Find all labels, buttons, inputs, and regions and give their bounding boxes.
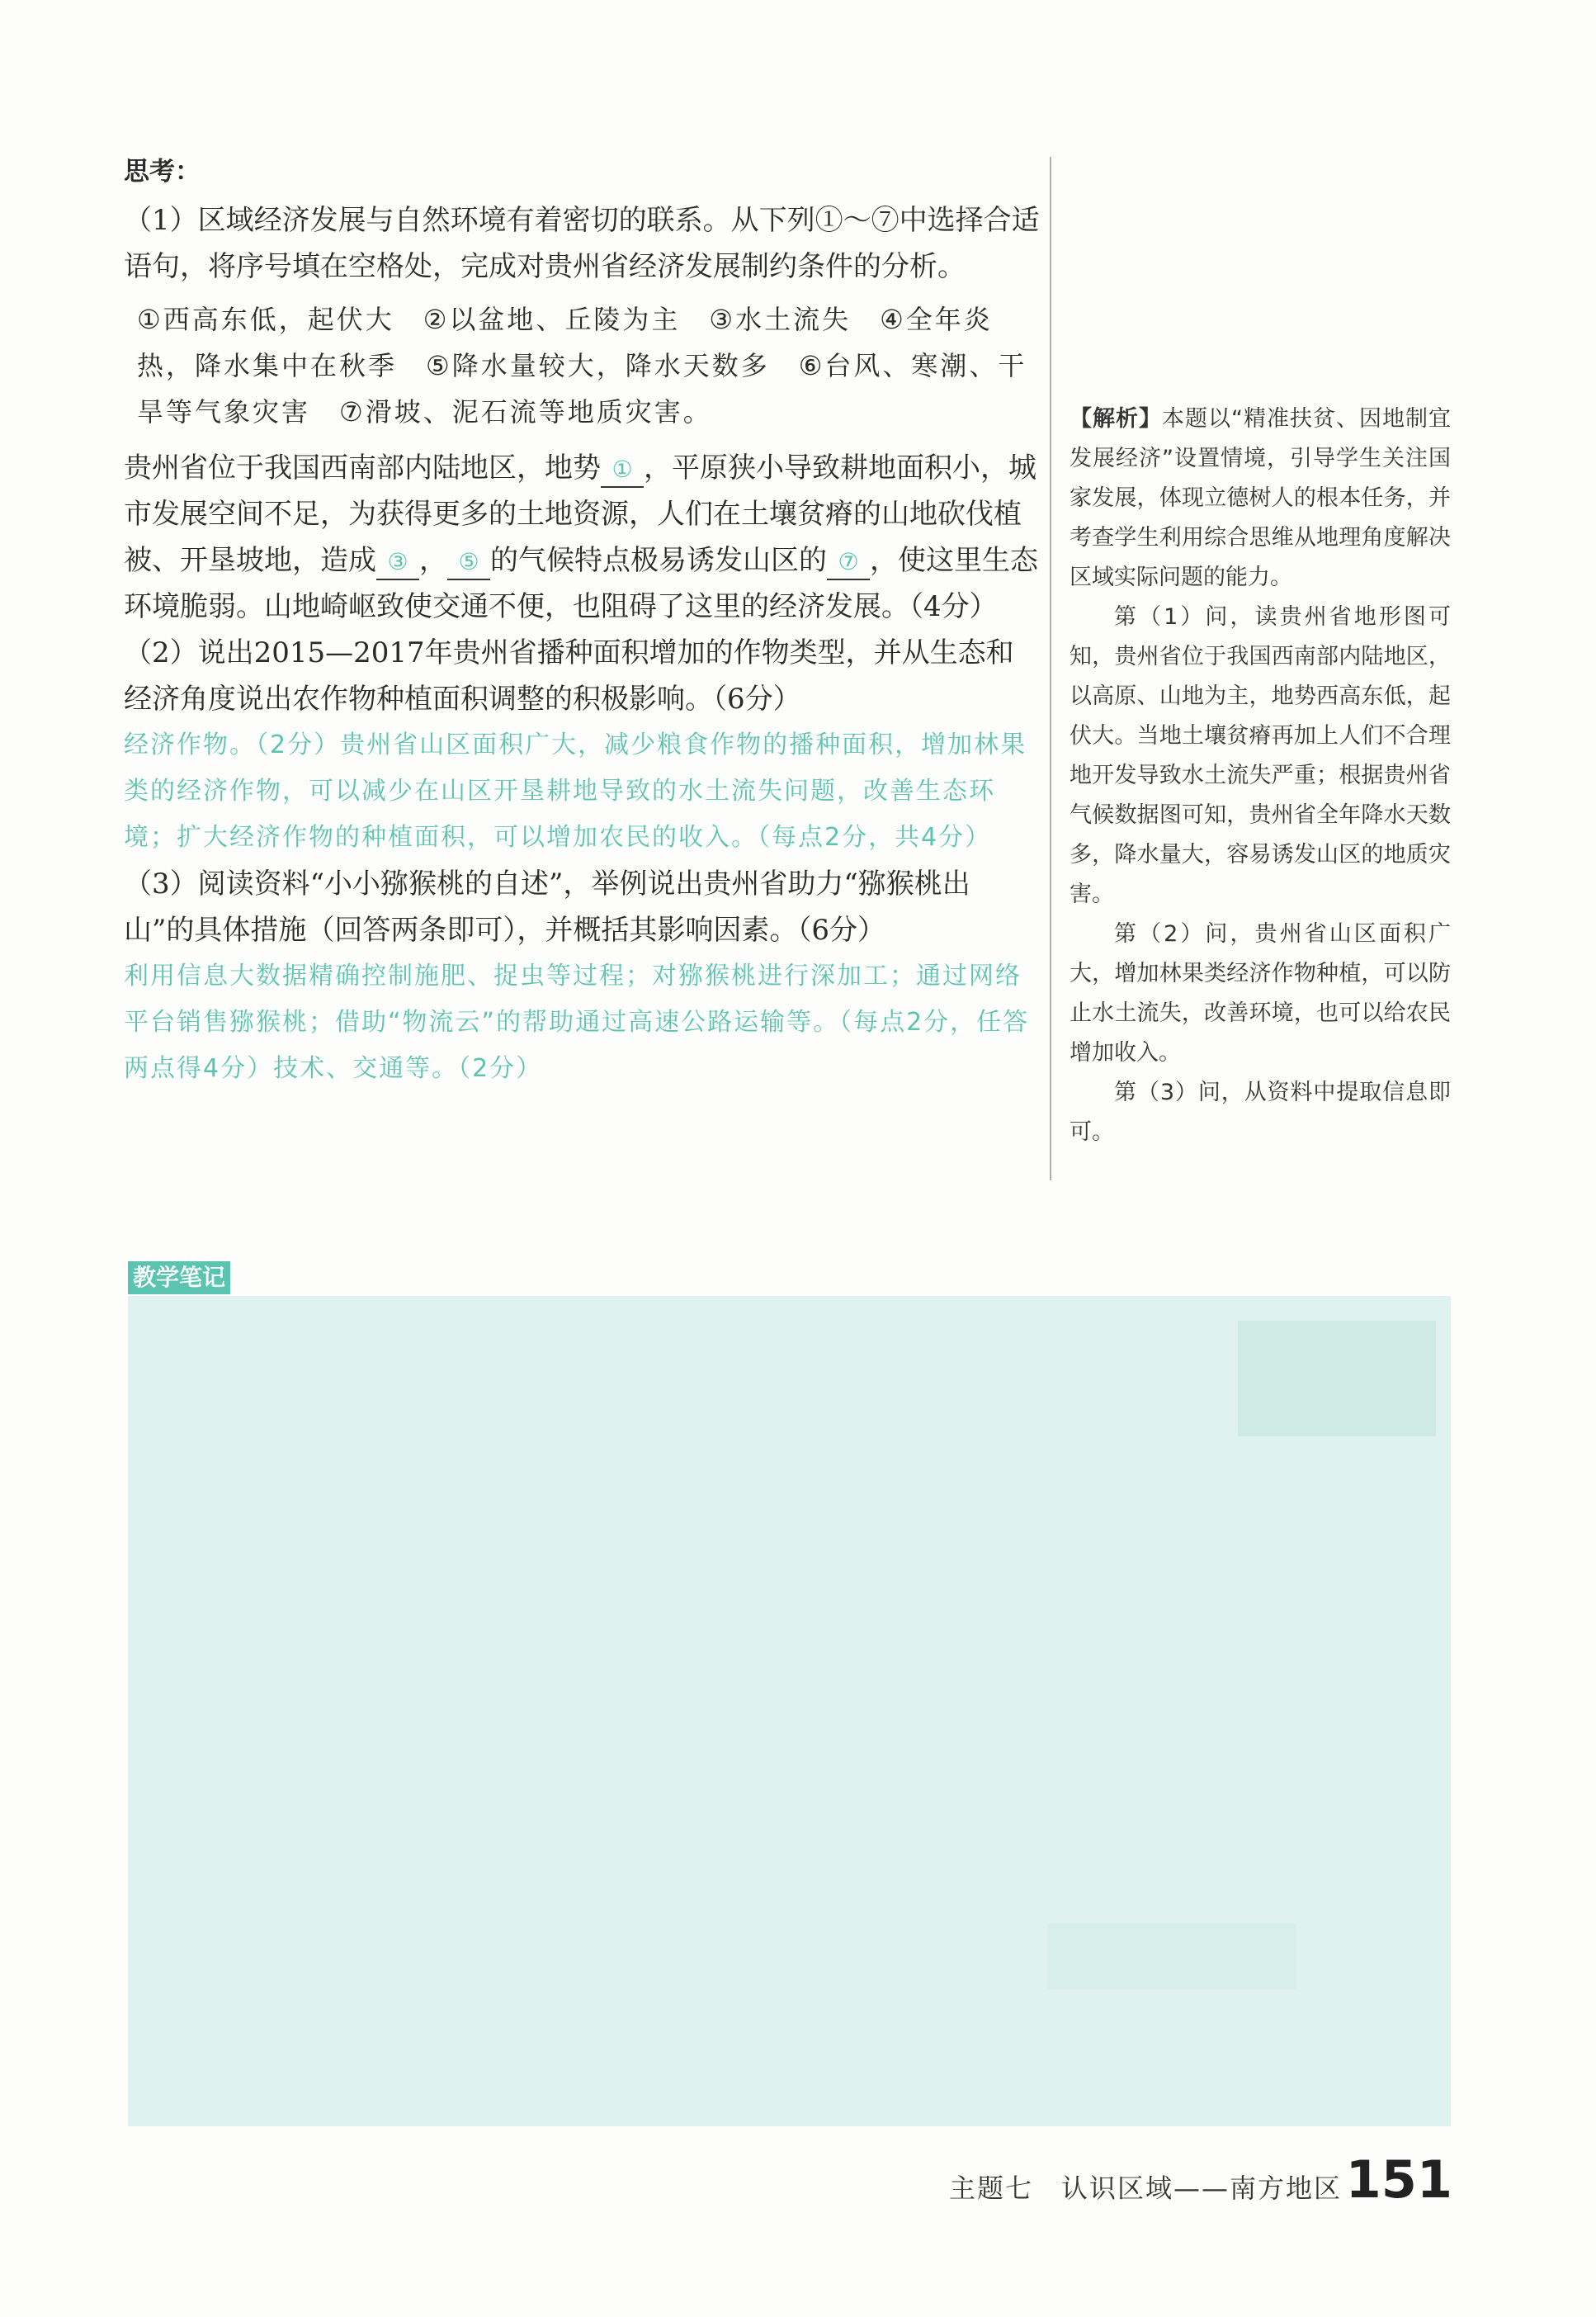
- teaching-notes-area: [128, 1296, 1451, 2126]
- blank-1: ①: [601, 453, 644, 488]
- analysis-part-2: 第（2）问，贵州省山区面积广大，增加林果类经济作物种植，可以防止水土流失，改善环境，也可以给农民增加收入。: [1070, 921, 1451, 1066]
- page-footer: [949, 2149, 1452, 2210]
- notes-shade: [1238, 1321, 1436, 1436]
- column-divider: [1050, 157, 1051, 1180]
- section-heading: 思考：: [124, 157, 201, 187]
- chapter-title: 主题七 认识区域——南方地区: [949, 2173, 1343, 2204]
- answer-2: 经济作物。（2分）贵州省山区面积广大，减少粮食作物的播种面积，增加林果类的经济作物，可以减少在山区开垦耕地导致的水土流失问题，改善生态环境；扩大经济作物的种植面积，可以增加农民的收入。（每点2分，共4分）: [124, 731, 1027, 852]
- question-3: （3）阅读资料“小小猕猴桃的自述”，举例说出贵州省助力“猕猴桃出山”的具体措施（回答两条即可），并概括其影响因素。（6分）: [124, 868, 970, 947]
- blank-2: ③: [376, 546, 419, 580]
- analysis-part-1: 第（1）问，读贵州省地形图可知，贵州省位于我国西南部内陆地区，以高原、山地为主，地势西高东低，起伏大。当地土壤贫瘠再加上人们不合理地开发导致水土流失严重；根据贵州省气候数据图可知，贵州省全年降水天数多，降水量大，容易诱发山区的地质灾害。: [1070, 604, 1451, 907]
- blank-4: ⑦: [827, 546, 870, 580]
- notes-shade: [1048, 1923, 1296, 1989]
- analysis-label: 【解析】: [1070, 406, 1162, 432]
- fill-in-paragraph: 贵州省位于我国西南部内陆地区，地势 ① ，平原狭小导致耕地面积小，城市发展空间不足，为获得更多的土地资源，人们在土壤贫瘠的山地砍伐植被、开垦坡地，造成 ③ ， ⑤ 的气候特点极易诱发山区的 ⑦ ，使这里生态环境脆弱。山地崎岖致使交通不便，也阻碍了这里的经济发展。（4分）: [124, 452, 1038, 623]
- teaching-notes-label: 教学笔记: [128, 1261, 230, 1294]
- analysis-intro: 【解析】本题以“精准扶贫、因地制宜发展经济”设置情境，引导学生关注国家发展，体现立德树人的根本任务，并考查学生利用综合思维从地理角度解决区域实际问题的能力。: [1070, 406, 1451, 590]
- analysis-part-3: 第（3）问，从资料中提取信息即可。: [1070, 1080, 1451, 1145]
- answer-3: 利用信息大数据精确控制施肥、捉虫等过程；对猕猴桃进行深加工；通过网络平台销售猕猴桃；借助“物流云”的帮助通过高速公路运输等。（每点2分，任答两点得4分）技术、交通等。（2分）: [124, 962, 1030, 1083]
- option-list: ①西高东低，起伏大 ②以盆地、丘陵为主 ③水土流失 ④全年炎热，降水集中在秋季 ⑤降水量较大，降水天数多 ⑥台风、寒潮、干旱等气象灾害 ⑦滑坡、泥石流等地质灾害。: [137, 304, 1027, 428]
- question-1: （1）区域经济发展与自然环境有着密切的联系。从下列①～⑦中选择合适语句，将序号填在空格处，完成对贵州省经济发展制约条件的分析。: [124, 204, 1040, 283]
- page-number: 151: [1345, 2149, 1452, 2210]
- question-2: （2）说出2015—2017年贵州省播种面积增加的作物类型，并从生态和经济角度说出农作物种植面积调整的积极影响。（6分）: [124, 636, 1014, 716]
- blank-3: ⑤: [447, 546, 490, 580]
- analysis-column: [1070, 400, 1451, 1152]
- question-column: [124, 150, 1040, 1092]
